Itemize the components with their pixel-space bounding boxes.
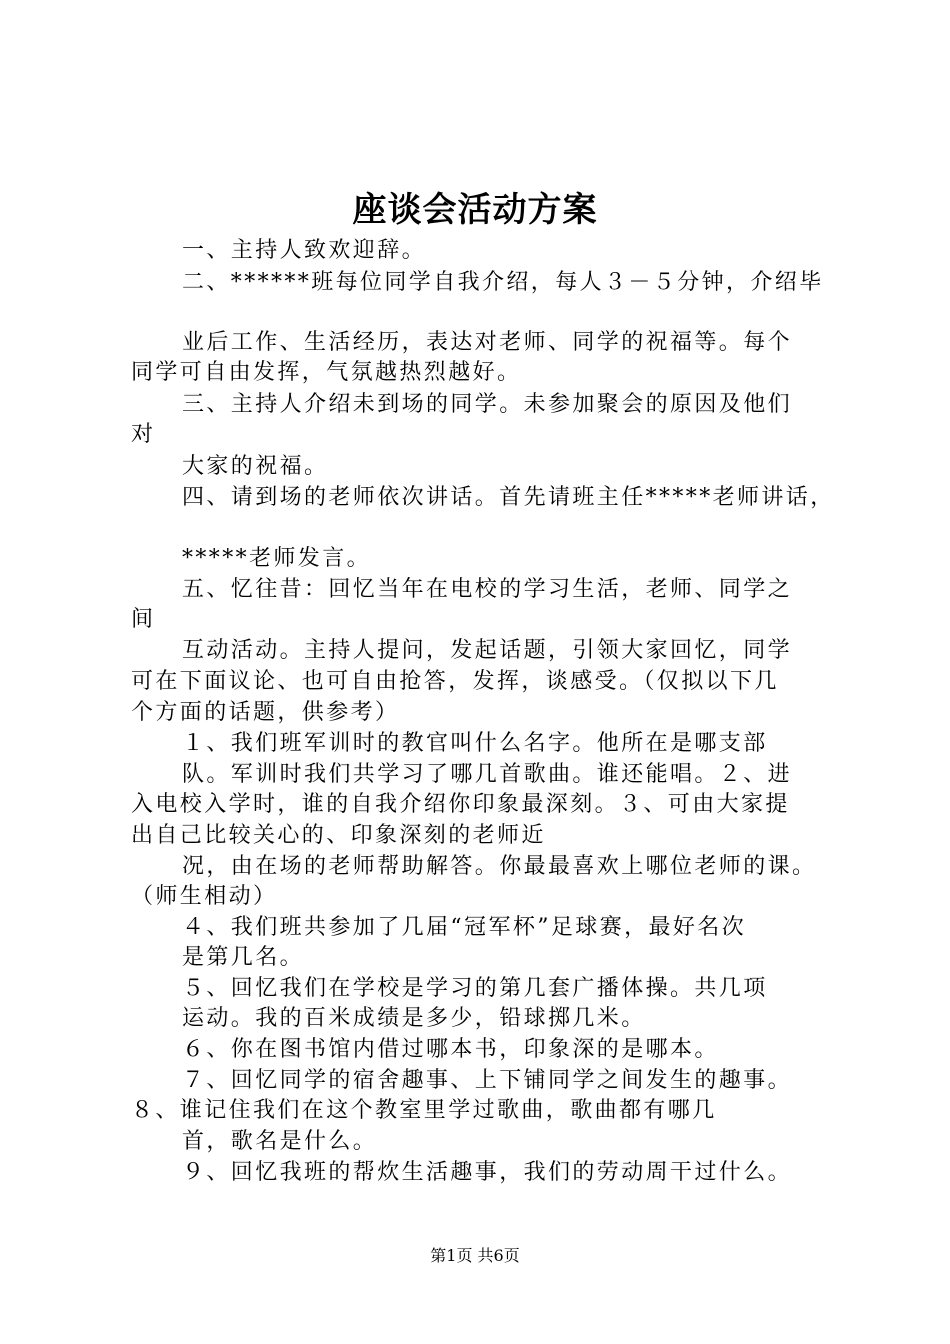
page-number-footer: 第1页 共6页	[430, 1246, 520, 1265]
paragraph-line: 个方面的话题，供参考）	[131, 700, 400, 725]
paragraph-line: ６、你在图书馆内借过哪本书，印象深的是哪本。	[182, 1037, 719, 1062]
paragraph-line: 对	[131, 422, 156, 447]
paragraph-line: 队。军训时我们共学习了哪几首歌曲。谁还能唱。２、进	[182, 762, 793, 787]
paragraph-line: 况，由在场的老师帮助解答。你最最喜欢上哪位老师的课。	[182, 854, 817, 879]
paragraph-line: 四、请到场的老师依次讲话。首先请班主任*****老师讲话，	[182, 485, 835, 510]
paragraph-line: 首，歌名是什么。	[182, 1129, 378, 1154]
paragraph-line: ７、回忆同学的宿舍趣事、上下铺同学之间发生的趣事。	[182, 1068, 793, 1093]
paragraph-line: 二、******班每位同学自我介绍，每人３－５分钟，介绍毕	[182, 270, 824, 295]
paragraph-line: 同学可自由发挥，气氛越热烈越好。	[131, 360, 522, 385]
paragraph-line: 互动活动。主持人提问，发起话题，引领大家回忆，同学	[182, 638, 793, 663]
paragraph-line: １、我们班军训时的教官叫什么名字。他所在是哪支部	[182, 731, 768, 756]
paragraph-line: ５、回忆我们在学校是学习的第几套广播体操。共几项	[182, 976, 768, 1001]
paragraph-line: ４、我们班共参加了几届“冠军杯”足球赛，最好名次	[182, 915, 747, 940]
paragraph-line: 可在下面议论、也可自由抢答，发挥，谈感受。（仅拟以下几	[131, 669, 779, 694]
paragraph-line: （师生相动）	[131, 884, 278, 909]
paragraph-line: 五、忆往昔：回忆当年在电校的学习生活，老师、同学之	[182, 577, 793, 602]
paragraph-line: 业后工作、生活经历，表达对老师、同学的祝福等。每个	[182, 330, 793, 355]
paragraph-line: 运动。我的百米成绩是多少，铅球掷几米。	[182, 1006, 646, 1031]
paragraph-line: 入电校入学时，谁的自我介绍你印象最深刻。３、可由大家提	[131, 792, 790, 817]
paragraph-line: 大家的祝福。	[182, 454, 329, 479]
paragraph-line: ８、谁记住我们在这个教室里学过歌曲，歌曲都有哪几	[131, 1098, 717, 1123]
paragraph-line: 间	[131, 607, 156, 632]
document-title: 座谈会活动方案	[352, 190, 598, 230]
paragraph-line: ９、回忆我班的帮炊生活趣事，我们的劳动周干过什么。	[182, 1160, 793, 1185]
paragraph-line: 是第几名。	[182, 945, 305, 970]
paragraph-line: *****老师发言。	[182, 546, 372, 571]
paragraph-line: 出自己比较关心的、印象深刻的老师近	[131, 823, 546, 848]
paragraph-line: 一、主持人致欢迎辞。	[182, 238, 427, 263]
paragraph-line: 三、主持人介绍未到场的同学。未参加聚会的原因及他们	[182, 392, 793, 417]
